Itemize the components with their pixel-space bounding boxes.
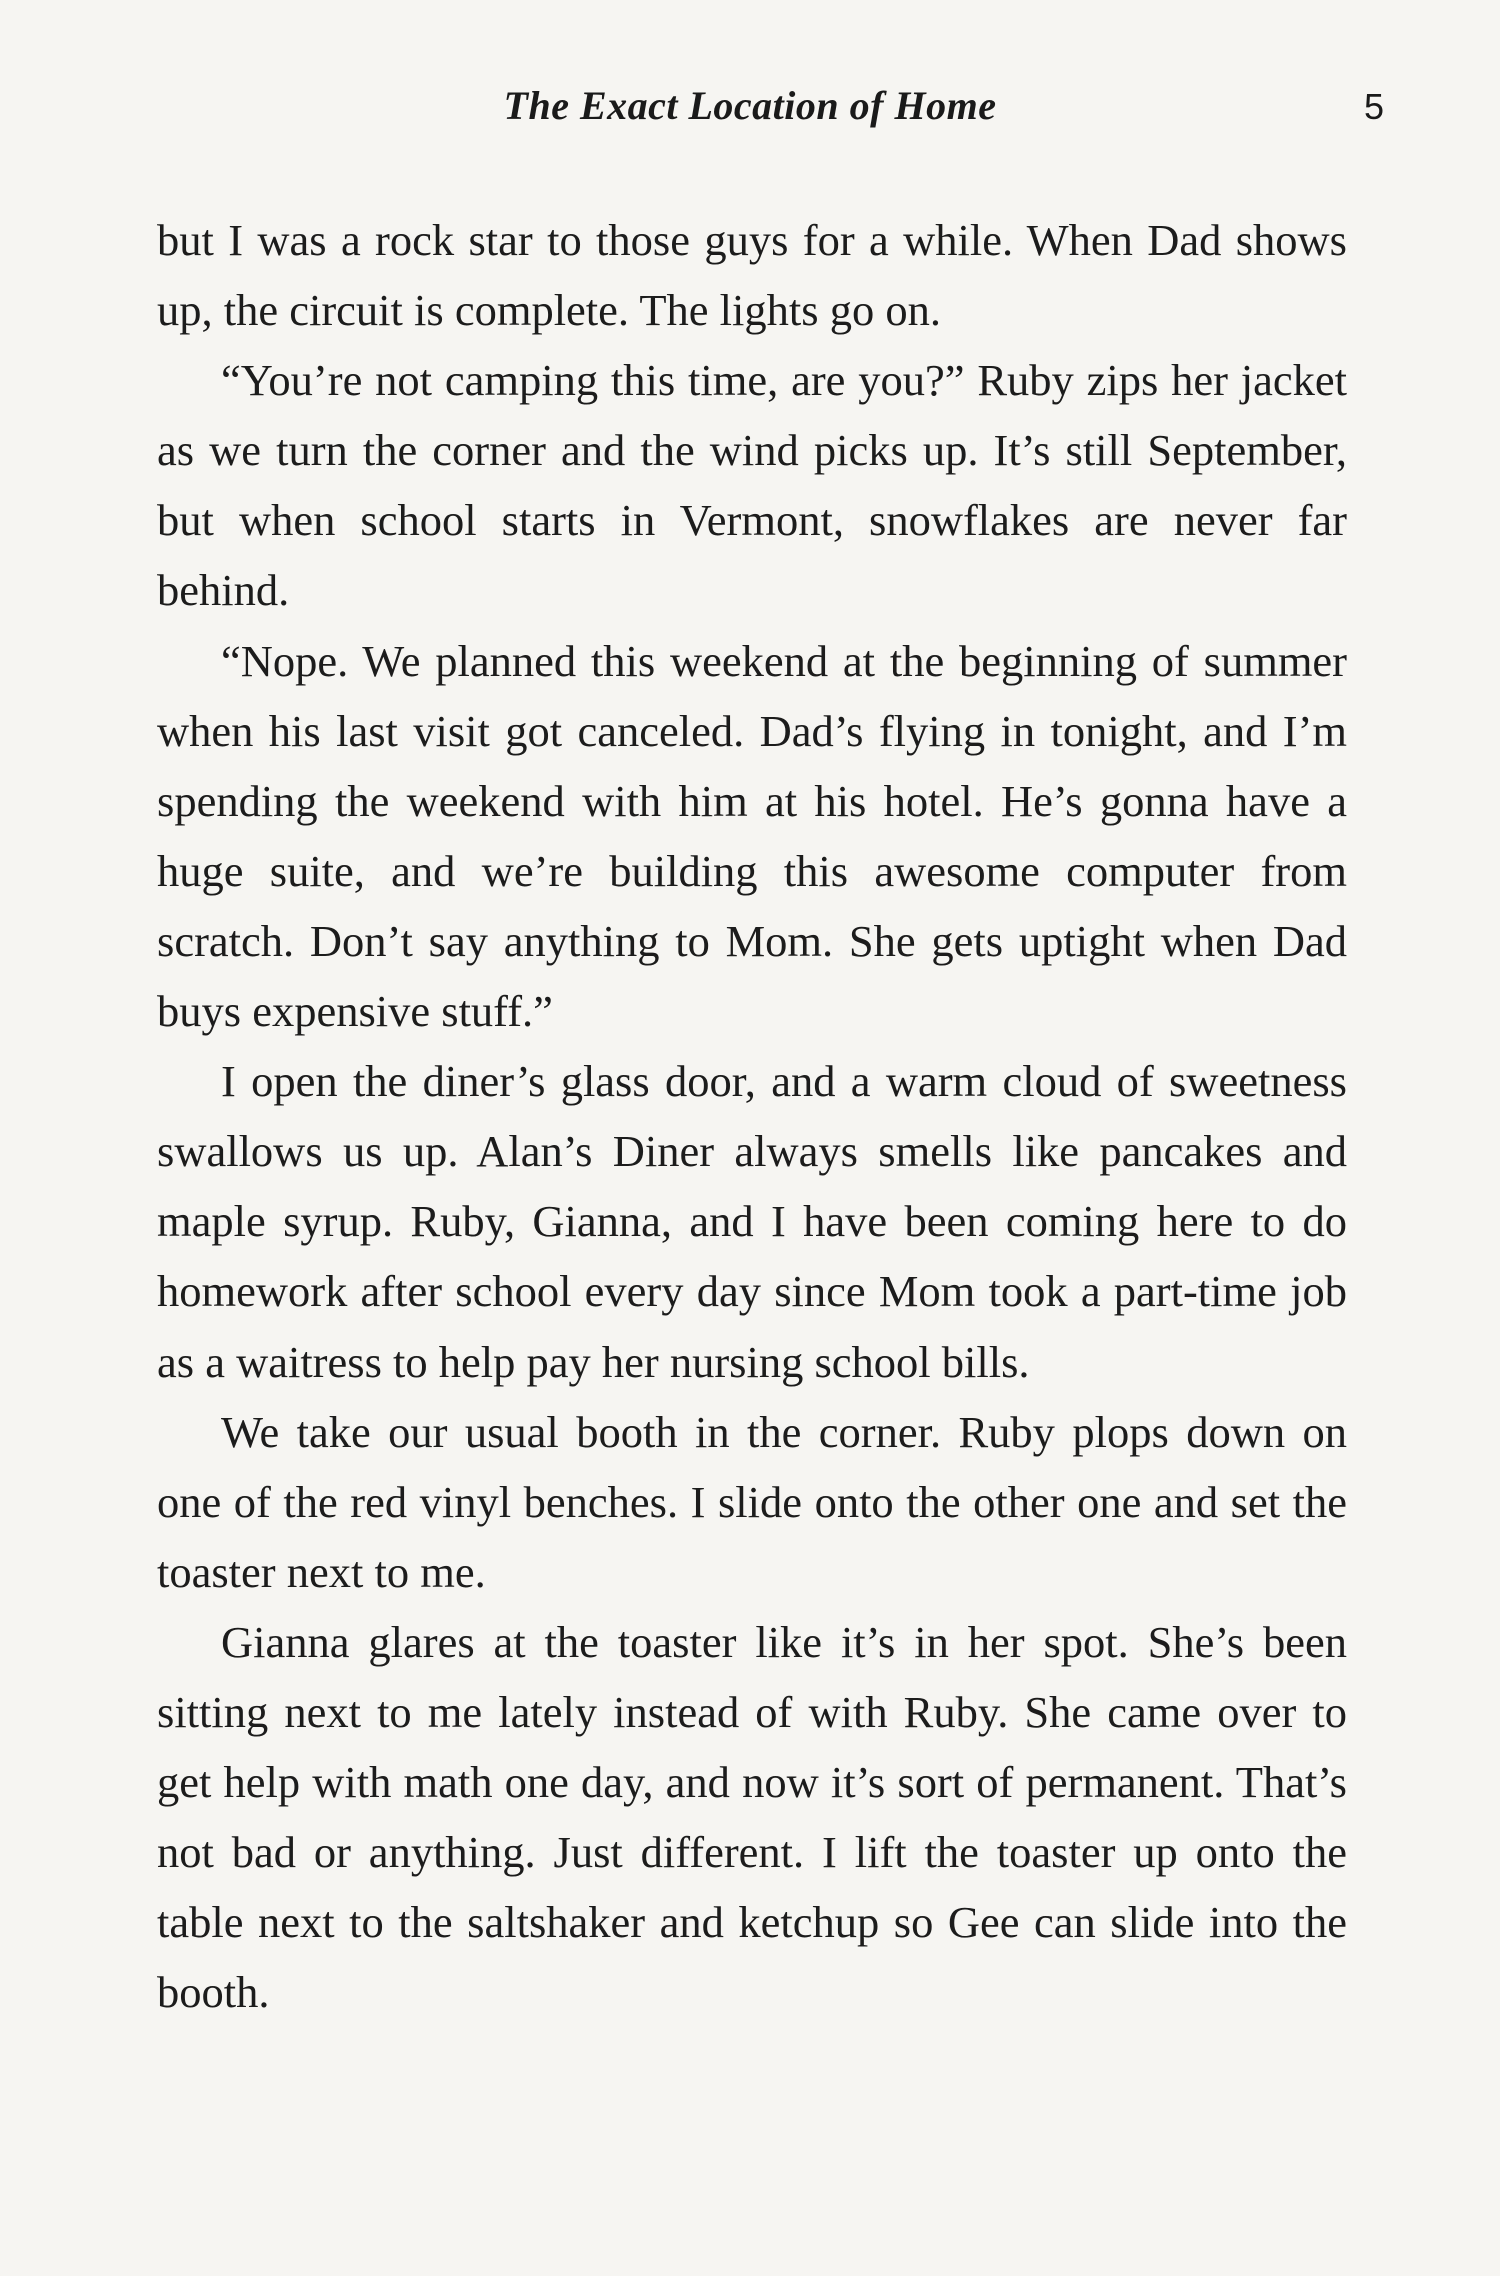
paragraph: Gianna glares at the toaster like it’s in her spot. She’s been sitting next to me lately instead of with Ruby. She came over to get help with math one day, and now it’s sort of permanent. That’s not bad or anything. Just different. I lift the toaster up onto the table next to the saltshaker and ketchup so Gee can slide into the booth. (157, 1616, 1347, 2018)
paragraph: We take our usual booth in the corner. Ruby plops down on one of the red vinyl benches. I slide onto the other one and set the toaster next to me. (157, 1406, 1347, 1597)
body-text (157, 205, 1347, 2027)
book-title: The Exact Location of Home (503, 83, 997, 128)
paragraph: “You’re not camping this time, are you?” Ruby zips her jacket as we turn the corner and the wind picks up. It’s still September, but when school starts in Vermont, snowflakes are never far behind. (157, 355, 1347, 616)
page-number: 5 (1364, 86, 1385, 127)
running-head (0, 82, 1500, 142)
paragraph: I open the diner’s glass door, and a warm cloud of sweetness swallows us up. Alan’s Diner always smells like pancakes and maple syrup. Ruby, Gianna, and I have been coming here to do homework after school every day since Mom took a part-time job as a waitress to help pay her nursing school bills. (157, 1056, 1347, 1387)
paragraph: but I was a rock star to those guys for a while. When Dad shows up, the circuit is complete. The lights go on. (157, 215, 1347, 336)
paragraph: “Nope. We planned this weekend at the beginning of summer when his last visit got canceled. Dad’s flying in tonight, and I’m spending the weekend with him at his hotel. He’s gonna have a huge suite, and we’re building this awesome computer from scratch. Don’t say anything to Mom. She gets uptight when Dad buys expensive stuff.” (157, 635, 1347, 1037)
